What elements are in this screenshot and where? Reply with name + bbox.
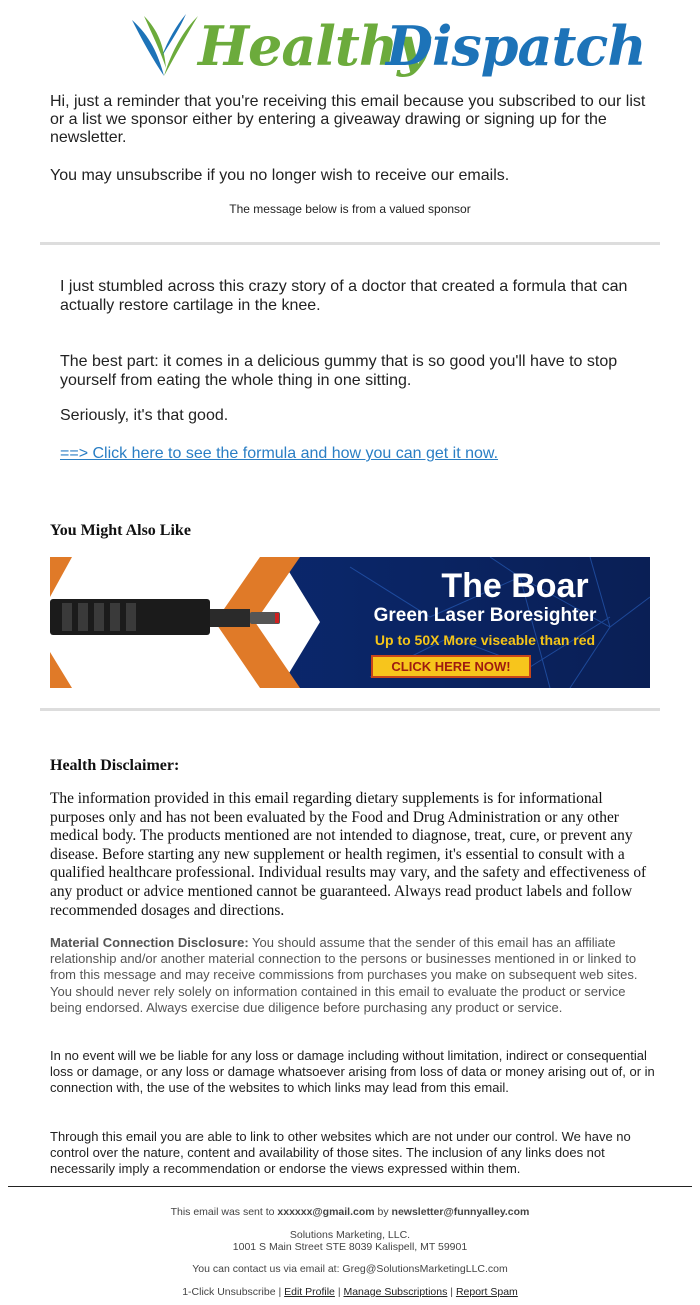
brand-logo bbox=[128, 8, 646, 84]
intro-reminder: Hi, just a reminder that you're receiving this email because you subscribed to our list or a list we sponsor either by entering a giveaway drawing or signing up for the newsletter. bbox=[50, 93, 646, 146]
footer-links bbox=[0, 1286, 700, 1298]
footer-divider bbox=[8, 1186, 692, 1187]
ad-cta-link[interactable]: ==> Click here to see the formula and how you can get it now. bbox=[60, 445, 499, 462]
sponsor-note: The message below is from a valued sponsor bbox=[229, 202, 471, 216]
footer-address: 1001 S Main Street STE 8039 Kalispell, MT 59901 bbox=[232, 1241, 468, 1253]
footer-contact: You can contact us via email at: Greg@SolutionsMarketingLLC.com bbox=[192, 1263, 508, 1275]
logo-swoosh-icon bbox=[128, 10, 200, 82]
banner-cta-button[interactable]: CLICK HERE NOW! bbox=[371, 655, 531, 678]
divider bbox=[40, 708, 660, 711]
manage-subscriptions-link[interactable]: Manage Subscriptions bbox=[343, 1286, 448, 1298]
health-disclaimer-heading: Health Disclaimer: bbox=[50, 757, 180, 774]
report-spam-link[interactable]: Report Spam bbox=[455, 1286, 518, 1298]
footer-sender-email: newsletter@funnyalley.com bbox=[391, 1206, 530, 1218]
ad-paragraph-3: Seriously, it's that good. bbox=[60, 407, 229, 424]
edit-profile-link[interactable]: Edit Profile bbox=[284, 1286, 335, 1298]
ad-paragraph-1: I just stumbled across this crazy story of a doctor that created a formula that can actually restore cartilage in the knee. bbox=[60, 278, 628, 314]
footer-sent-prefix: This email was sent to bbox=[170, 1206, 278, 1218]
footer-separator: | bbox=[447, 1286, 456, 1298]
footer-sent-line bbox=[0, 1206, 700, 1218]
material-connection-disclosure bbox=[50, 935, 655, 1016]
intro-unsubscribe-note: You may unsubscribe if you no longer wish to receive our emails. bbox=[50, 167, 510, 184]
ad-paragraph-2: The best part: it comes in a delicious gummy that is so good you'll have to stop yourself from eating the whole thing in one sitting. bbox=[60, 353, 618, 389]
footer-separator: | bbox=[334, 1286, 344, 1298]
material-disclosure-text: You should assume that the sender of this email has an affiliate relationship and/or another material connection to the persons or businesses mentioned in or linked to from this message and may receive commissions from purchases you make on subsequent web sites. You should never rely solely on information contained in this email to evaluate the product or service being endorsed. Always exercise due diligence before purchasing any product or service. bbox=[50, 935, 638, 1015]
banner-headline: The Boar bbox=[441, 567, 589, 605]
banner-subheadline: Green Laser Boresighter bbox=[373, 605, 597, 626]
footer-by-word: by bbox=[374, 1206, 392, 1218]
liability-paragraph: In no event will we be liable for any loss or damage including without limitation, indirect or consequential loss or damage, or any loss or damage whatsoever arising from loss of data or money arising out of, or in connection with, the use of the websites to which links may lead from this email. bbox=[50, 1048, 655, 1096]
you-might-also-like-heading: You Might Also Like bbox=[50, 522, 191, 539]
brand-word-healthy: Healthy bbox=[198, 14, 428, 78]
footer-recipient-email: xxxxxx@gmail.com bbox=[277, 1206, 375, 1218]
divider bbox=[40, 242, 660, 245]
banner-tagline: Up to 50X More viseable than red bbox=[374, 632, 596, 648]
boar-banner-ad[interactable] bbox=[50, 557, 650, 688]
footer-separator: | bbox=[275, 1286, 285, 1298]
material-disclosure-label: Material Connection Disclosure: bbox=[50, 935, 249, 950]
brand-word-dispatch: Dispatch bbox=[386, 14, 646, 78]
ad-link-wrapper bbox=[60, 444, 660, 463]
external-links-paragraph: Through this email you are able to link to other websites which are not under our control. We have no control over the nature, content and availability of those sites. The inclusion of any links does not necessarily imply a recommendation or endorse the views expressed within them. bbox=[50, 1129, 631, 1177]
footer-unsubscribe-label: 1-Click Unsubscribe bbox=[182, 1286, 276, 1298]
health-disclaimer-body: The information provided in this email regarding dietary supplements is for informational purposes only and has not been evaluated by the Food and Drug Administration or any other medical body. The products mentioned are not intended to diagnose, treat, cure, or prevent any disease. Before starting any new supplement or health regimen, it's essential to consult with a qualified healthcare professional. Individual results may vary, and the safety and effectiveness of any product or advice mentioned cannot be guaranteed. Always read product labels and follow recommended dosages and directions. bbox=[50, 790, 647, 919]
footer-company: Solutions Marketing, LLC. bbox=[289, 1229, 411, 1241]
